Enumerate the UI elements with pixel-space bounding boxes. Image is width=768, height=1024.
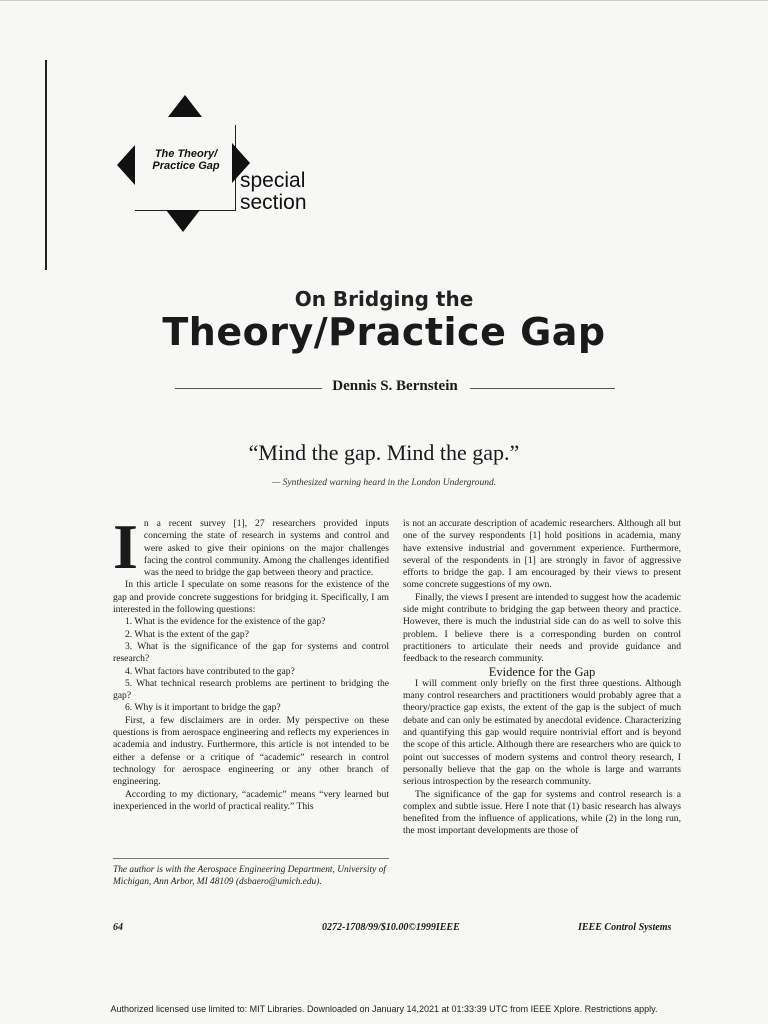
intro-text: n a recent survey [1], 27 researchers provided inputs concerning the state of research in systems and control and were asked to give their opinions on the major challenges facing the control community. Among the challenges identified was the need to bridge the gap between theory and practice. [143,518,389,579]
journal-name: IEEE Control Systems [578,922,672,933]
arrow-up-icon [168,95,202,117]
section-label-line-2: section [240,191,307,214]
question-item: 4. What factors have contributed to the gap? [125,665,295,677]
question-item: 6. Why is it important to bridge the gap? [125,702,281,714]
article-title: Theory/Practice Gap [162,310,606,354]
left-column [113,511,389,813]
section-label [240,170,307,214]
issn-code: 0272-1708/99/$10.00©1999IEEE [322,922,460,933]
epigraph-quote: “Mind the gap. Mind the gap.” [248,440,520,465]
logo-line-2: Practice Gap [152,160,220,172]
author-footnote: The author is with the Aerospace Engineering Department, University of Michigan, Ann Arbor, MI 48109 (dsbaero@umich.edu). [113,865,386,887]
arrow-left-icon [117,145,135,185]
paragraph: According to my dictionary, “academic” means “very learned but inexperienced in the world of practical reality.” This [113,788,389,812]
epigraph-source: — Synthesized warning heard in the London Underground. [271,478,497,488]
byline [175,378,615,400]
section-heading: Evidence for the Gap [488,664,596,679]
intro-paragraph [113,511,389,582]
margin-rule [45,60,47,270]
arrow-down-icon [166,210,200,232]
paragraph: In this article I speculate on some reasons for the existence of the gap and provide concrete suggestions for bridging it. Specifically, I am interested in the following questions: [113,579,389,616]
paragraph: The significance of the gap for systems and control research is a complex and subtle issue. Here I note that (1) basic research has always benefited from the influence of applications, while (2) in the long run, the most important developments are those of [403,788,681,837]
question-item: 3. What is the significance of the gap for systems and control research? [113,640,389,665]
question-item: 1. What is the evidence for the existence of the gap? [125,616,326,628]
authorization-notice: Authorized licensed use limited to: MIT Libraries. Downloaded on January 14,2021 at 01:33:39 UTC from IEEE Xplore. Restrictions apply. [110,1004,658,1014]
question-item: 2. What is the extent of the gap? [125,628,249,640]
logo-line-1: The Theory/ [154,148,218,160]
right-column [403,518,681,838]
article-kicker: On Bridging the [294,287,474,311]
footnote-rule [113,858,389,859]
page-number: 64 [113,922,123,933]
paragraph: is not an accurate description of academic researchers. Although all but one of the survey respondents [1] hold positions in academia, many have extensive industrial and government experience. Furthermore, several of the respondents in [1] are strongly in favor of aggressive efforts to bridge the gap. I am encouraged by their views to present some concrete suggestions of my own. [403,518,681,591]
question-item: 5. What technical research problems are pertinent to bridging the gap? [113,677,389,702]
paragraph: I will comment only briefly on the first three questions. Although many control researchers and practitioners would probably agree that a theory/practice gap exists, the extent of the gap is the subject of much debate and can only be estimated by anecdotal evidence. Characterizing and quantifying this gap would require nontrivial effort and is beyond the scope of this article. Although there are researchers who are quick to point out successes of modern systems and control theory research, I personally believe that the gap on the whole is large and warrants serious introspection by the research community. [403,677,681,788]
author-name: Dennis S. Bernstein [322,378,467,394]
paragraph: Finally, the views I present are intended to suggest how the academic side might contribute to bridging the gap between theory and practice. However, there is much the industrial side can do as well to solve this problem. I believe there is a corresponding burden on control practitioners to articulate their needs and provide guidance and feedback to the research community. [403,591,681,665]
logo-text [138,148,234,172]
drop-cap: I [113,511,138,582]
paragraph: First, a few disclaimers are in order. My perspective on these questions is from aerospace engineering and reflects my experiences in academia and industry. Furthermore, this article is not intended to be either a defense or a critique of “academic” research in control technology for aerospace engineering or any other branch of engineering. [113,714,389,788]
author-name-wrap [175,378,615,395]
top-edge-line [0,0,768,1]
section-label-line-1: special [240,169,306,192]
